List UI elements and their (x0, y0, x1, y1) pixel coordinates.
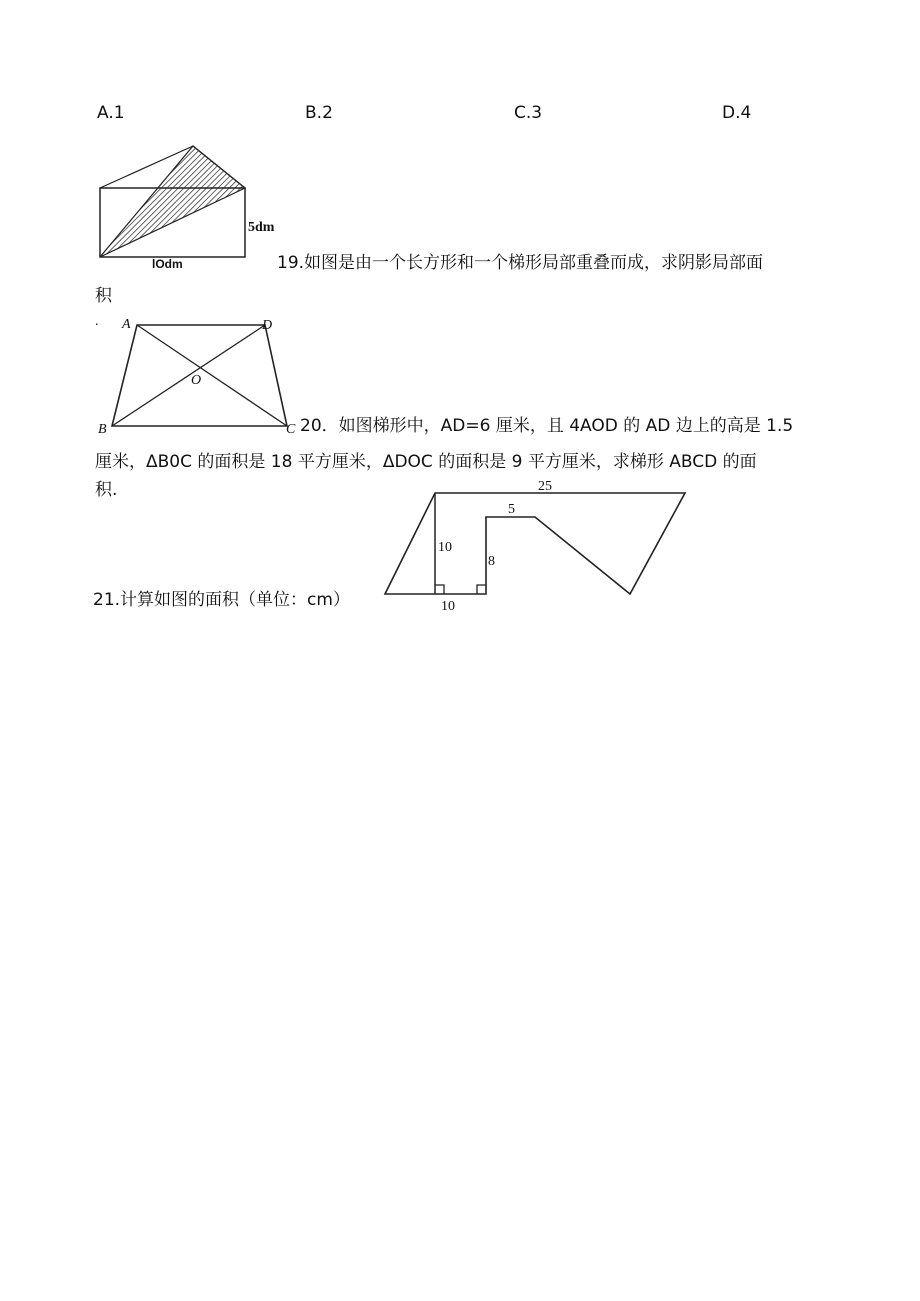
label-c: C (286, 422, 296, 437)
label-10-left: 10 (438, 540, 452, 555)
q20-line2: 厘米，ΔB0C 的面积是 18 平方厘米，ΔDOC 的面积是 9 平方厘米，求梯形 ABCD 的面 (95, 452, 757, 472)
right-angle-left (435, 585, 444, 594)
width-label: lOdm (152, 257, 183, 271)
figure-trapezoid (90, 310, 315, 438)
diagonal-bd (112, 325, 265, 426)
label-b: B (98, 422, 107, 437)
label-10-bottom: 10 (441, 599, 455, 614)
choice-c: C.3 (514, 103, 543, 123)
choice-a: A.1 (97, 103, 125, 123)
choice-d: D.4 (722, 103, 752, 123)
figure-composite-shape (380, 476, 700, 614)
diagonal-ac (137, 325, 287, 426)
height-label: 5dm (248, 220, 275, 235)
q20-line1: 20．如图梯形中，AD=6 厘米，且 4AOD 的 AD 边上的高是 1.5 (300, 416, 794, 436)
q19-line2: 积 (95, 286, 112, 306)
figure-rectangle-shaded (90, 140, 290, 275)
stray-dot: . (95, 314, 99, 329)
choice-b: B.2 (305, 103, 333, 123)
right-angle-right (477, 585, 486, 594)
label-5: 5 (508, 502, 515, 517)
q21-text: 21.计算如图的面积（单位：cm） (93, 590, 350, 610)
composite-outline (385, 493, 685, 594)
shaded-triangle (100, 146, 245, 257)
label-8: 8 (488, 554, 495, 569)
label-25: 25 (538, 479, 552, 494)
q19-line1: 19.如图是由一个长方形和一个梯形局部重叠而成，求阴影局部面 (277, 253, 764, 273)
label-d: D (262, 318, 273, 333)
label-o: O (191, 373, 202, 388)
label-a: A (122, 317, 131, 332)
q20-line3: 积. (95, 480, 118, 500)
